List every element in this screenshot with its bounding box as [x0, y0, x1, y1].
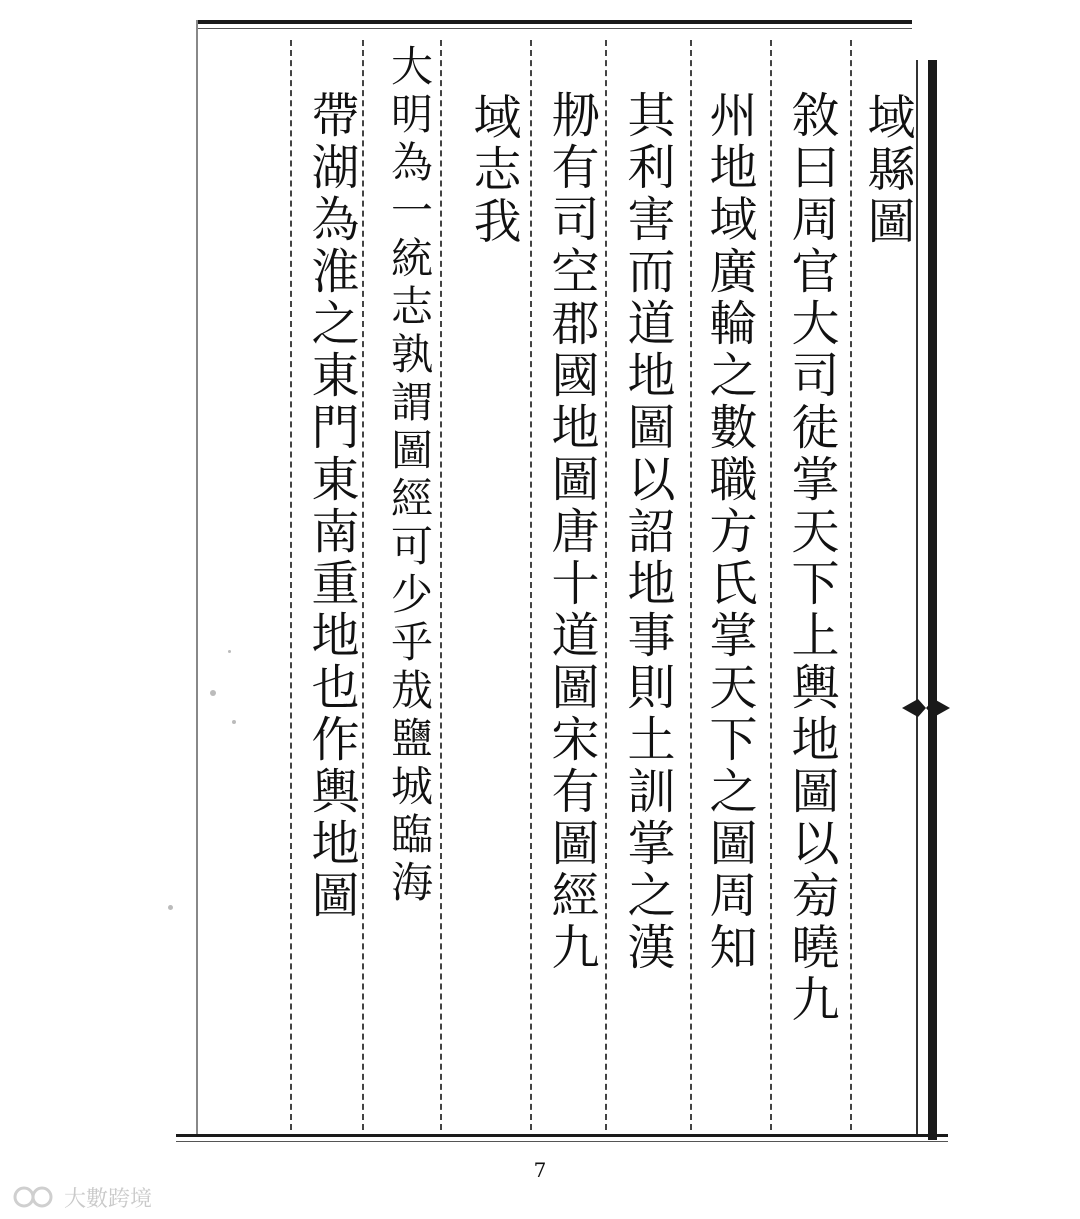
logo-icon: [12, 1185, 58, 1209]
column-rule: [290, 40, 292, 1130]
column-rule: [850, 40, 852, 1130]
text-column-4: 刱有司空郡國地圖唐十道圖宋有圖經九: [543, 90, 599, 974]
text-column-6: 大明為一統志孰謂圖經可少乎㦲鹽城臨海: [385, 44, 434, 908]
bottom-border-thin-rule: [176, 1141, 948, 1142]
scan-speck: [232, 720, 236, 724]
top-border-thin-rule: [196, 28, 912, 29]
top-border-rule: [196, 20, 912, 24]
text-column-1: 敘曰周官大司徒掌天下上輿地圖以㫄曉九: [783, 90, 839, 1026]
text-column-7: 帶湖為淮之東門東南重地也作輿地圖: [303, 90, 359, 922]
column-rule: [770, 40, 772, 1130]
page-number: 7: [533, 1158, 547, 1182]
text-column-3: 其利害而道地圖以詔地事則土訓掌之漢: [619, 90, 675, 974]
fishtail-mark-icon: [900, 695, 952, 721]
section-heading: 域縣圖: [859, 92, 915, 248]
column-rule: [362, 40, 364, 1130]
scan-speck: [228, 650, 231, 653]
right-border-outer-rule: [928, 60, 937, 1140]
column-rule: [440, 40, 442, 1130]
text-column-2: 州地域廣輪之數職方氏掌天下之圖周知: [701, 90, 757, 974]
bottom-border-rule: [176, 1134, 948, 1137]
text-column-5: 域志我: [465, 92, 521, 248]
watermark-text: 大數跨境: [64, 1186, 153, 1212]
column-rule: [530, 40, 532, 1130]
column-rule: [690, 40, 692, 1130]
scan-speck: [168, 905, 173, 910]
left-border-rule: [196, 20, 198, 1135]
watermark: [12, 1182, 152, 1212]
column-rule: [605, 40, 607, 1130]
scan-speck: [210, 690, 216, 696]
